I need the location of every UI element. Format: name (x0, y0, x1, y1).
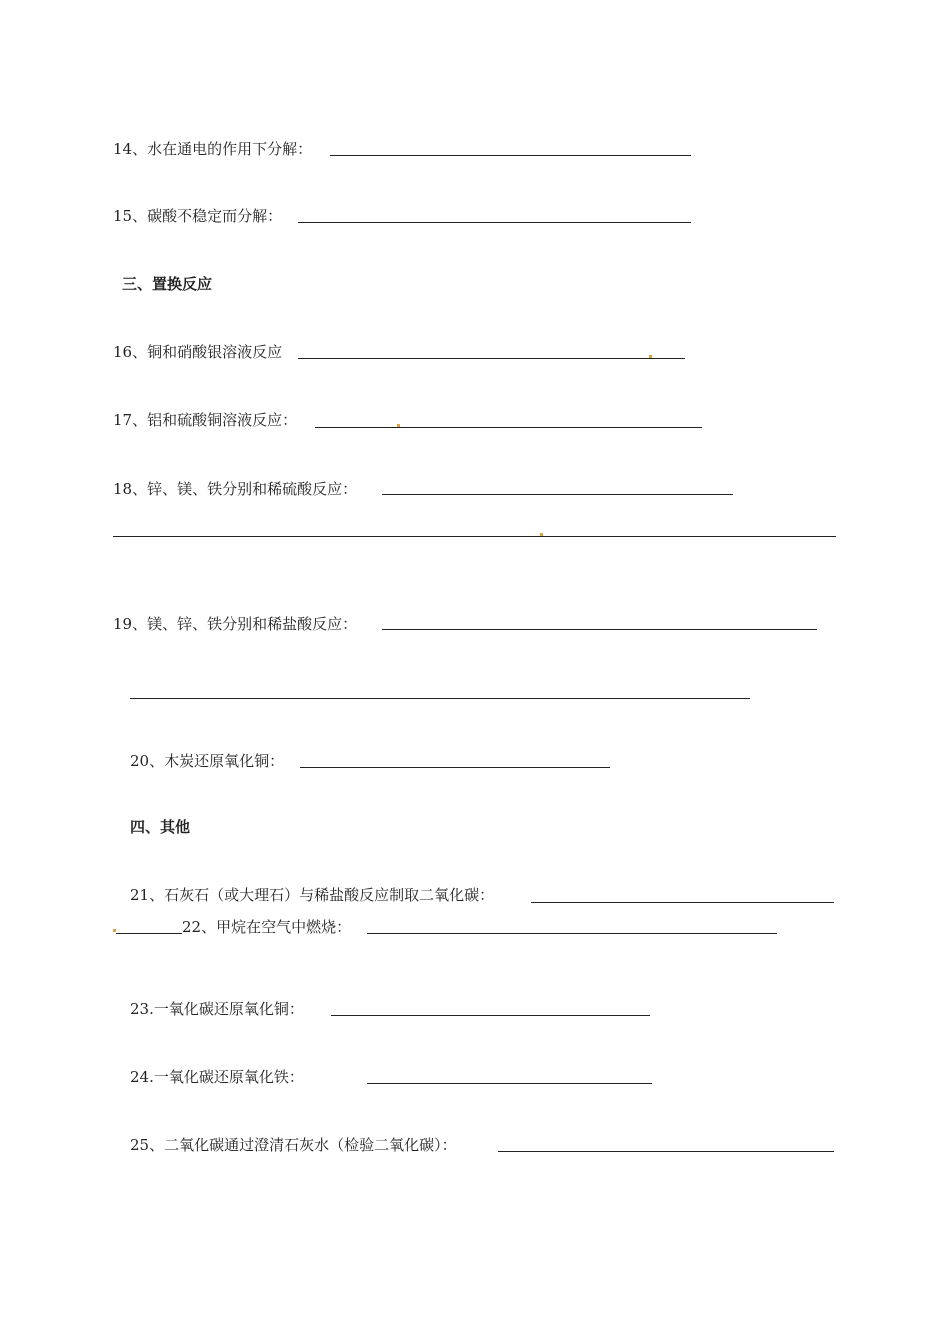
answer-line-23[interactable] (331, 1015, 650, 1016)
speck-mark (397, 424, 400, 427)
answer-line-16[interactable] (298, 358, 685, 359)
question-18: 18、锌、镁、铁分别和稀硫酸反应： (113, 480, 358, 498)
question-19: 19、镁、锌、铁分别和稀盐酸反应： (113, 615, 358, 633)
answer-line-14[interactable] (330, 155, 691, 156)
question-23: 23.一氧化碳还原氧化铜： (130, 1000, 304, 1018)
speck-mark (540, 533, 543, 536)
section-3-heading: 三、置换反应 (122, 275, 213, 293)
answer-line-21[interactable] (531, 902, 834, 903)
question-16: 16、铜和硝酸银溶液反应 (113, 343, 283, 361)
answer-line-18b[interactable] (113, 536, 836, 537)
answer-line-15[interactable] (298, 222, 691, 223)
answer-line-19b[interactable] (130, 698, 750, 699)
answer-line-18a[interactable] (382, 494, 733, 495)
answer-line-22[interactable] (367, 933, 777, 934)
question-24: 24.一氧化碳还原氧化铁： (130, 1068, 304, 1086)
question-17: 17、铝和硫酸铜溶液反应： (113, 411, 298, 429)
question-20: 20、木炭还原氧化铜： (130, 752, 285, 770)
section-4-heading: 四、其他 (130, 818, 191, 836)
speck-mark (649, 355, 652, 358)
question-22: 22、甲烷在空气中燃烧： (182, 918, 352, 936)
answer-line-19a[interactable] (382, 629, 817, 630)
speck-mark (113, 929, 116, 932)
answer-line-25[interactable] (498, 1151, 834, 1152)
answer-line-17[interactable] (315, 427, 702, 428)
question-21: 21、石灰石（或大理石）与稀盐酸反应制取二氧化碳： (130, 886, 495, 904)
question-14: 14、水在通电的作用下分解： (113, 140, 313, 158)
question-15: 15、碳酸不稳定而分解： (113, 207, 283, 225)
answer-line-20[interactable] (300, 767, 610, 768)
answer-line-21-continued[interactable] (116, 933, 182, 934)
question-25: 25、二氧化碳通过澄清石灰水（检验二氧化碳）： (130, 1136, 457, 1154)
answer-line-24[interactable] (367, 1083, 652, 1084)
